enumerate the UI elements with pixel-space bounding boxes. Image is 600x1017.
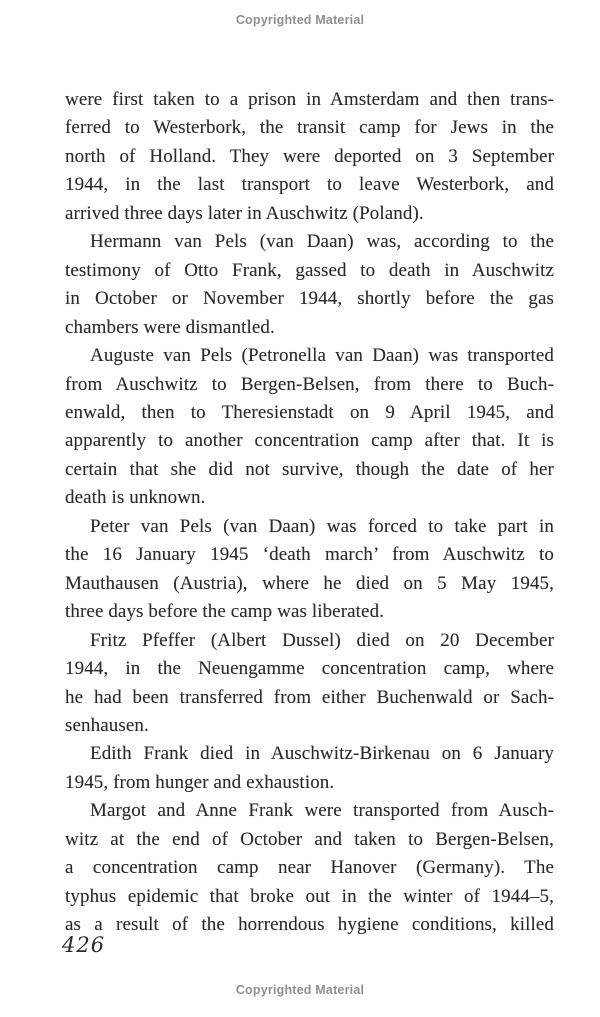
text-line: Margot and Anne Frank were transported from Ausch- [90, 800, 554, 822]
paragraph [65, 228, 554, 342]
page-number: 426 [62, 933, 106, 957]
text-line: enwald, then to Theresienstadt on 9 April 1945, and [65, 401, 554, 423]
paragraph [65, 627, 554, 741]
paragraph [65, 797, 554, 939]
text-line: Peter van Pels (van Daan) was forced to take part in [90, 515, 554, 537]
text-line: as a result of the horrendous hygiene conditions, killed [65, 914, 554, 936]
text-line: from Auschwitz to Bergen-Belsen, from there to Buch- [65, 373, 554, 395]
text-line: 1944, in the Neuengamme concentration camp, where [65, 658, 554, 680]
text-line: Fritz Pfeffer (Albert Dussel) died on 20 December [90, 629, 554, 651]
text-line: were first taken to a prison in Amsterdam and then trans- [65, 89, 554, 110]
text-line: apparently to another concentration camp after that. It is [65, 430, 554, 452]
paragraph [65, 740, 554, 797]
page-text-block [65, 86, 554, 940]
text-line: witz at the end of October and taken to Bergen-Belsen, [65, 828, 554, 850]
text-line: Auguste van Pels (Petronella van Daan) was transported [90, 345, 554, 367]
text-line: ferred to Westerbork, the transit camp for Jews in the [65, 117, 554, 139]
paragraph [65, 513, 554, 627]
text-line: certain that she did not survive, though the date of her [65, 458, 554, 480]
paragraph [65, 86, 554, 228]
text-line: the 16 January 1945 ‘death march’ from Auschwitz to [65, 544, 554, 566]
text-line: 1945, from hunger and exhaustion. [65, 771, 335, 793]
text-line: north of Holland. They were deported on 3 September [65, 145, 554, 167]
text-line: Hermann van Pels (van Daan) was, according to the [90, 231, 554, 253]
text-line: testimony of Otto Frank, gassed to death in Auschwitz [65, 259, 554, 281]
text-line: senhausen. [65, 714, 149, 736]
text-line: Mauthausen (Austria), where he died on 5 May 1945, [65, 572, 554, 594]
text-line: in October or November 1944, shortly before the gas [65, 288, 554, 310]
text-line: typhus epidemic that broke out in the winter of 1944–5, [65, 885, 554, 907]
text-line: a concentration camp near Hanover (Germany). The [65, 857, 554, 879]
text-line: 1944, in the last transport to leave Westerbork, and [65, 174, 554, 196]
text-line: chambers were dismantled. [65, 316, 275, 338]
copyright-banner-top: Copyrighted Material [235, 13, 365, 27]
text-line: arrived three days later in Auschwitz (Poland). [65, 202, 424, 224]
copyright-banner-bottom: Copyrighted Material [235, 983, 365, 997]
paragraph [65, 342, 554, 513]
text-line: death is unknown. [65, 487, 206, 509]
text-line: Edith Frank died in Auschwitz-Birkenau on 6 January [90, 743, 554, 765]
text-line: he had been transferred from either Buchenwald or Sach- [65, 686, 554, 708]
text-line: three days before the camp was liberated. [65, 601, 385, 623]
